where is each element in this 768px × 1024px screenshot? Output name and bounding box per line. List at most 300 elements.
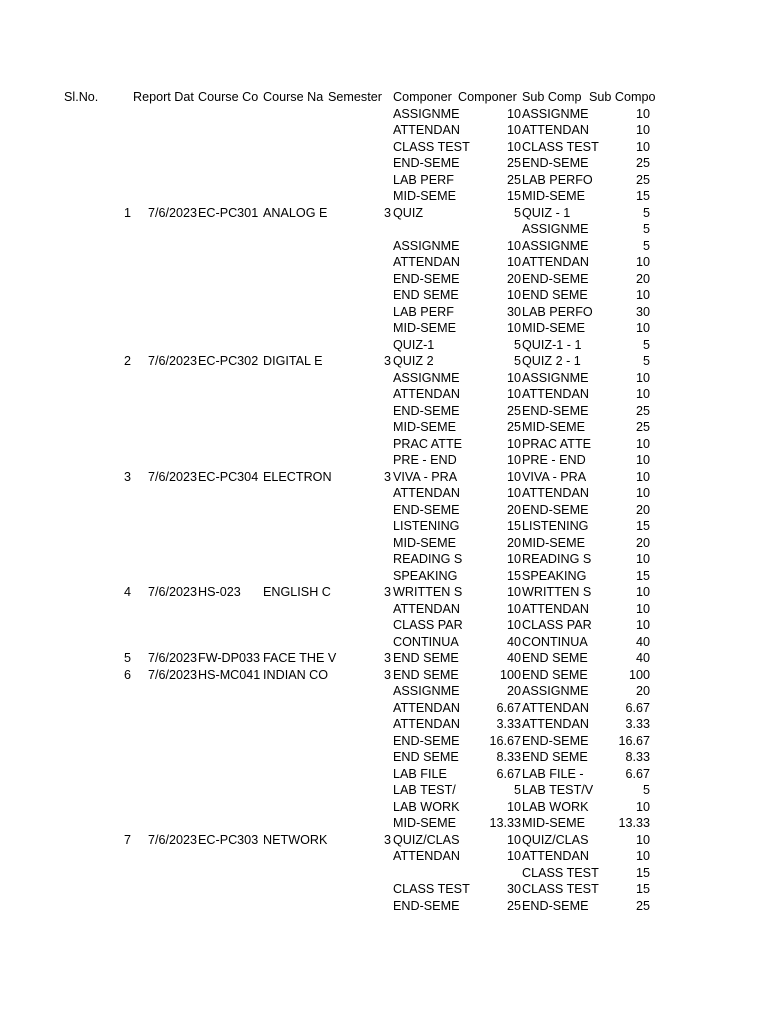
- course-code-cell: [198, 518, 263, 535]
- course-name-cell: INDIAN CO: [263, 667, 329, 682]
- report-date-cell: [133, 782, 197, 799]
- semester-cell: [328, 766, 391, 783]
- component-cell: ATTENDAN: [393, 849, 460, 863]
- sub-component-cell: CLASS TEST: [522, 865, 599, 880]
- course-name-cell: [263, 436, 328, 453]
- course-name-cell: [263, 848, 328, 865]
- sl-no-cell: 4: [123, 585, 131, 599]
- sl-no-cell: [64, 782, 131, 799]
- report-date-cell: [133, 551, 197, 568]
- sub-component-value-cell: 25: [635, 403, 650, 418]
- sl-no-cell: 2: [123, 354, 131, 368]
- sub-component-value-cell: 15: [635, 865, 650, 880]
- table-row: [0, 419, 768, 436]
- table-row: [0, 568, 768, 585]
- sub-component-value-cell: 10: [635, 123, 650, 137]
- semester-cell: [328, 139, 391, 156]
- table-row: [0, 485, 768, 502]
- course-code-cell: [198, 502, 263, 519]
- sub-component-value-cell: 100: [628, 667, 650, 682]
- component-value-cell: 10: [506, 799, 521, 814]
- component-value-cell: 10: [506, 436, 521, 451]
- sl-no-cell: [64, 419, 131, 436]
- sub-component-value-cell: 15: [635, 189, 650, 203]
- table-row: [0, 436, 768, 453]
- sub-component-cell: ATTENDAN: [522, 255, 589, 269]
- sub-component-value-cell: 16.67: [618, 733, 650, 748]
- report-date-cell: [133, 271, 197, 288]
- component-cell: END SEME: [393, 288, 459, 302]
- course-code-cell: [198, 733, 263, 750]
- component-value-cell: [458, 865, 521, 882]
- sub-component-value-cell: 10: [635, 139, 650, 154]
- course-code-cell: [198, 848, 263, 865]
- sub-component-value-cell: 10: [635, 799, 650, 814]
- sl-no-cell: [64, 155, 131, 172]
- sl-no-cell: [64, 815, 131, 832]
- table-row: [0, 551, 768, 568]
- course-code-cell: [198, 766, 263, 783]
- sl-no-cell: [64, 485, 131, 502]
- component-value-cell: 10: [506, 387, 521, 401]
- semester-cell: [328, 337, 391, 354]
- report-date-cell: [133, 485, 197, 502]
- sub-component-value-cell: 10: [635, 486, 650, 500]
- semester-cell: [328, 551, 391, 568]
- sl-no-cell: [64, 386, 131, 403]
- component-cell: ATTENDAN: [393, 255, 460, 269]
- course-name-cell: [263, 172, 328, 189]
- component-cell: END SEME: [393, 667, 459, 682]
- course-name-cell: [263, 782, 328, 799]
- component-value-cell: 10: [506, 106, 521, 121]
- table-row: [0, 106, 768, 123]
- sl-no-cell: [64, 700, 131, 717]
- semester-cell: [328, 617, 391, 634]
- course-name-cell: [263, 386, 328, 403]
- course-code-cell: EC-PC303: [198, 832, 259, 847]
- sl-no-cell: [64, 601, 131, 618]
- table-row: [0, 304, 768, 321]
- semester-cell: 3: [383, 469, 391, 484]
- component-value-cell: 25: [506, 898, 521, 913]
- sub-component-value-cell: 25: [635, 898, 650, 913]
- course-code-cell: [198, 419, 263, 436]
- component-cell: CLASS TEST: [393, 882, 470, 896]
- sub-component-value-cell: 10: [635, 436, 650, 451]
- course-name-cell: [263, 898, 328, 915]
- sub-component-cell: LAB PERFO: [522, 172, 593, 187]
- semester-cell: [328, 782, 391, 799]
- course-name-cell: [263, 320, 328, 337]
- component-cell: ATTENDAN: [393, 486, 460, 500]
- course-code-cell: [198, 370, 263, 387]
- report-date-cell: [133, 815, 197, 832]
- course-code-cell: [198, 320, 263, 337]
- sl-no-cell: [64, 551, 131, 568]
- report-date-cell: [133, 320, 197, 337]
- component-cell: END-SEME: [393, 156, 460, 170]
- semester-cell: [328, 419, 391, 436]
- course-name-cell: NETWORK: [263, 832, 328, 847]
- course-code-cell: [198, 172, 263, 189]
- semester-cell: [328, 304, 391, 321]
- component-cell: QUIZ-1: [393, 337, 435, 352]
- component-cell: LAB FILE: [393, 766, 447, 781]
- report-date-cell: [133, 221, 197, 238]
- table-row: [0, 535, 768, 552]
- sub-component-cell: LISTENING: [522, 519, 589, 533]
- component-value-cell: 25: [506, 156, 521, 170]
- sub-component-cell: ATTENDAN: [522, 601, 589, 616]
- table-row: [0, 172, 768, 189]
- component-cell: LAB WORK: [393, 799, 460, 814]
- sub-component-cell: END-SEME: [522, 403, 589, 418]
- course-name-cell: ANALOG E: [263, 205, 328, 220]
- sub-component-value-cell: 8.33: [625, 750, 650, 764]
- sub-component-cell: END SEME: [522, 750, 588, 764]
- component-cell: ASSIGNME: [393, 370, 460, 385]
- sub-component-cell: ASSIGNME: [522, 222, 589, 236]
- table-row: [0, 832, 768, 849]
- sl-no-cell: [64, 221, 131, 238]
- component-cell: PRAC ATTE: [393, 436, 463, 451]
- sub-component-cell: END SEME: [522, 651, 588, 665]
- course-name-cell: [263, 287, 328, 304]
- component-cell: ATTENDAN: [393, 387, 460, 401]
- semester-cell: [328, 386, 391, 403]
- component-value-cell: 15: [506, 189, 521, 203]
- semester-cell: 3: [383, 205, 391, 220]
- course-code-cell: [198, 304, 263, 321]
- report-date-cell: [133, 188, 197, 205]
- component-cell: END-SEME: [393, 271, 460, 286]
- table-row: [0, 139, 768, 156]
- semester-cell: [328, 172, 391, 189]
- course-name-cell: [263, 881, 328, 898]
- table-row: [0, 799, 768, 816]
- sub-component-cell: END-SEME: [522, 502, 589, 517]
- table-body: [0, 106, 768, 915]
- sub-component-value-cell: 6.67: [625, 700, 650, 715]
- semester-cell: [328, 254, 391, 271]
- course-code-cell: HS-023: [198, 585, 241, 599]
- semester-cell: [328, 403, 391, 420]
- semester-cell: [328, 287, 391, 304]
- component-value-cell: 25: [506, 172, 521, 187]
- course-name-cell: [263, 502, 328, 519]
- sub-component-value-cell: 30: [635, 304, 650, 319]
- component-value-cell: 10: [506, 832, 521, 847]
- sub-component-value-cell: 25: [635, 172, 650, 187]
- report-date-cell: 7/6/2023: [147, 585, 197, 599]
- report-date-cell: 7/6/2023: [147, 832, 197, 847]
- sub-component-cell: CLASS PAR: [522, 618, 592, 632]
- report-date-cell: 7/6/2023: [147, 667, 197, 682]
- component-cell: END SEME: [393, 651, 459, 665]
- semester-cell: [328, 881, 391, 898]
- sub-component-value-cell: 5: [642, 238, 650, 253]
- table-row: [0, 865, 768, 882]
- table-row: [0, 518, 768, 535]
- semester-cell: [328, 634, 391, 651]
- component-value-cell: 10: [506, 486, 521, 500]
- report-date-cell: [133, 122, 197, 139]
- report-date-cell: [133, 601, 197, 618]
- sl-no-cell: [64, 122, 131, 139]
- course-name-cell: ENGLISH C: [263, 585, 331, 599]
- sl-no-cell: 1: [123, 205, 131, 220]
- header-sub-component: Sub Comp: [522, 90, 582, 104]
- sub-component-value-cell: 15: [635, 568, 650, 583]
- component-cell: ATTENDAN: [393, 700, 460, 715]
- course-code-cell: [198, 815, 263, 832]
- component-cell: CLASS PAR: [393, 618, 463, 632]
- report-date-cell: 7/6/2023: [147, 651, 197, 665]
- report-date-cell: [133, 881, 197, 898]
- semester-cell: [328, 716, 391, 733]
- course-code-cell: [198, 865, 263, 882]
- course-code-cell: HS-MC041: [198, 667, 261, 682]
- semester-cell: [328, 485, 391, 502]
- header-sl-no: Sl.No.: [64, 90, 99, 104]
- component-value-cell: 5: [513, 205, 521, 220]
- sl-no-cell: [64, 271, 131, 288]
- sub-component-value-cell: 5: [642, 205, 650, 220]
- course-code-cell: [198, 271, 263, 288]
- table-row: [0, 238, 768, 255]
- sub-component-value-cell: 13.33: [618, 816, 650, 830]
- component-cell: QUIZ 2: [393, 354, 434, 368]
- sl-no-cell: [64, 865, 131, 882]
- sl-no-cell: [64, 898, 131, 915]
- sub-component-value-cell: 5: [642, 337, 650, 352]
- sub-component-cell: QUIZ 2 - 1: [522, 354, 581, 368]
- sub-component-value-cell: 25: [635, 156, 650, 170]
- sub-component-value-cell: 15: [635, 882, 650, 896]
- component-cell: CLASS TEST: [393, 139, 470, 154]
- report-date-cell: [133, 106, 197, 123]
- sub-component-cell: WRITTEN S: [522, 585, 592, 599]
- table-row: [0, 634, 768, 651]
- sl-no-cell: [64, 403, 131, 420]
- sub-component-cell: CLASS TEST: [522, 139, 599, 154]
- course-code-cell: [198, 485, 263, 502]
- header-component-value: Componer: [458, 90, 517, 104]
- component-value-cell: 10: [506, 849, 521, 863]
- course-name-cell: [263, 766, 328, 783]
- report-date-cell: [133, 370, 197, 387]
- course-code-cell: [198, 139, 263, 156]
- component-value-cell: 25: [506, 403, 521, 418]
- component-cell: QUIZ/CLAS: [393, 832, 460, 847]
- sub-component-value-cell: 20: [635, 502, 650, 517]
- course-name-cell: [263, 221, 328, 238]
- sl-no-cell: [64, 881, 131, 898]
- header-semester: Semester: [328, 90, 382, 104]
- component-value-cell: 10: [506, 370, 521, 385]
- sub-component-value-cell: 3.33: [625, 717, 650, 731]
- table-row: [0, 848, 768, 865]
- component-value-cell: 10: [506, 585, 521, 599]
- sub-component-cell: END SEME: [522, 288, 588, 302]
- report-date-cell: [133, 716, 197, 733]
- course-name-cell: [263, 337, 328, 354]
- semester-cell: [328, 320, 391, 337]
- course-code-cell: [198, 238, 263, 255]
- component-cell: LAB PERF: [393, 172, 454, 187]
- sub-component-value-cell: 10: [635, 106, 650, 121]
- sl-no-cell: [64, 848, 131, 865]
- sl-no-cell: [64, 287, 131, 304]
- course-code-cell: [198, 155, 263, 172]
- component-value-cell: 15: [506, 519, 521, 533]
- sub-component-cell: END-SEME: [522, 898, 589, 913]
- course-code-cell: [198, 683, 263, 700]
- course-name-cell: [263, 568, 328, 585]
- component-value-cell: 30: [506, 304, 521, 319]
- component-cell: END SEME: [393, 750, 459, 764]
- semester-cell: [328, 568, 391, 585]
- sub-component-value-cell: 10: [635, 552, 650, 566]
- course-name-cell: [263, 617, 328, 634]
- course-name-cell: [263, 749, 328, 766]
- component-cell: ASSIGNME: [393, 238, 460, 253]
- sub-component-cell: LAB WORK: [522, 799, 589, 814]
- table-row: [0, 749, 768, 766]
- semester-cell: [328, 238, 391, 255]
- semester-cell: [328, 815, 391, 832]
- course-code-cell: [198, 436, 263, 453]
- course-code-cell: EC-PC302: [198, 354, 259, 368]
- component-value-cell: [458, 221, 521, 238]
- sub-component-cell: MID-SEME: [522, 535, 585, 550]
- course-name-cell: [263, 700, 328, 717]
- component-value-cell: 5: [513, 783, 521, 797]
- semester-cell: [328, 898, 391, 915]
- course-name-cell: [263, 716, 328, 733]
- course-code-cell: [198, 221, 263, 238]
- course-code-cell: [198, 551, 263, 568]
- semester-cell: [328, 452, 391, 469]
- header-course-code: Course Co: [198, 90, 259, 104]
- course-name-cell: DIGITAL E: [263, 354, 323, 368]
- semester-cell: [328, 601, 391, 618]
- component-value-cell: 8.33: [496, 750, 521, 764]
- sub-component-cell: END-SEME: [522, 271, 589, 286]
- table-row: [0, 469, 768, 486]
- sl-no-cell: [64, 370, 131, 387]
- report-date-cell: [133, 700, 197, 717]
- component-cell: MID-SEME: [393, 189, 456, 203]
- course-name-cell: [263, 518, 328, 535]
- header-row: [0, 89, 768, 106]
- sub-component-cell: MID-SEME: [522, 321, 585, 335]
- component-cell: LAB PERF: [393, 304, 454, 319]
- component-cell: END-SEME: [393, 403, 460, 418]
- sub-component-value-cell: 40: [635, 651, 650, 665]
- course-code-cell: [198, 782, 263, 799]
- semester-cell: [328, 865, 391, 882]
- semester-cell: 3: [383, 832, 391, 847]
- course-code-cell: [198, 716, 263, 733]
- sub-component-cell: ATTENDAN: [522, 123, 589, 137]
- component-cell: WRITTEN S: [393, 585, 463, 599]
- component-value-cell: 10: [506, 288, 521, 302]
- report-date-cell: 7/6/2023: [147, 469, 197, 484]
- sl-no-cell: [64, 733, 131, 750]
- report-date-cell: [133, 139, 197, 156]
- course-code-cell: [198, 106, 263, 123]
- sub-component-value-cell: 20: [635, 684, 650, 698]
- header-component: Componer: [393, 90, 452, 104]
- report-date-cell: [133, 172, 197, 189]
- component-value-cell: 6.67: [496, 700, 521, 715]
- sl-no-cell: [64, 254, 131, 271]
- report-date-cell: 7/6/2023: [147, 354, 197, 368]
- component-value-cell: 10: [506, 601, 521, 616]
- report-date-cell: [133, 436, 197, 453]
- semester-cell: [328, 535, 391, 552]
- sl-no-cell: [64, 568, 131, 585]
- report-date-cell: [133, 766, 197, 783]
- table-row: [0, 502, 768, 519]
- component-value-cell: 10: [506, 552, 521, 566]
- sub-component-value-cell: 10: [635, 585, 650, 599]
- sl-no-cell: [64, 337, 131, 354]
- report-date-cell: [133, 634, 197, 651]
- sub-component-cell: PRE - END: [522, 453, 586, 467]
- course-name-cell: [263, 799, 328, 816]
- sub-component-cell: CONTINUA: [522, 634, 588, 649]
- sub-component-cell: ASSIGNME: [522, 370, 589, 385]
- course-code-cell: [198, 122, 263, 139]
- report-date-cell: [133, 337, 197, 354]
- component-value-cell: 40: [506, 634, 521, 649]
- course-code-cell: FW-DP033: [198, 651, 261, 665]
- component-cell: PRE - END: [393, 453, 457, 467]
- table-row: [0, 221, 768, 238]
- header-sub-component-value: Sub Compo: [589, 90, 656, 104]
- course-code-cell: [198, 188, 263, 205]
- sub-component-cell: ATTENDAN: [522, 849, 589, 863]
- table-row: [0, 205, 768, 222]
- sl-no-cell: [64, 716, 131, 733]
- sl-no-cell: 7: [123, 832, 131, 847]
- component-value-cell: 13.33: [489, 816, 521, 830]
- course-name-cell: [263, 122, 328, 139]
- sl-no-cell: [64, 452, 131, 469]
- sl-no-cell: [64, 172, 131, 189]
- semester-cell: [328, 733, 391, 750]
- component-value-cell: 5: [513, 337, 521, 352]
- table-row: [0, 667, 768, 684]
- component-cell: MID-SEME: [393, 321, 456, 335]
- course-name-cell: [263, 254, 328, 271]
- report-date-cell: [133, 733, 197, 750]
- sl-no-cell: [64, 188, 131, 205]
- component-value-cell: 5: [513, 354, 521, 368]
- sub-component-cell: ATTENDAN: [522, 486, 589, 500]
- table-row: [0, 337, 768, 354]
- component-cell: ATTENDAN: [393, 717, 460, 731]
- table-row: [0, 254, 768, 271]
- table-row: [0, 584, 768, 601]
- sub-component-cell: LAB TEST/V: [522, 783, 594, 797]
- course-name-cell: [263, 683, 328, 700]
- semester-cell: [328, 518, 391, 535]
- sl-no-cell: [64, 304, 131, 321]
